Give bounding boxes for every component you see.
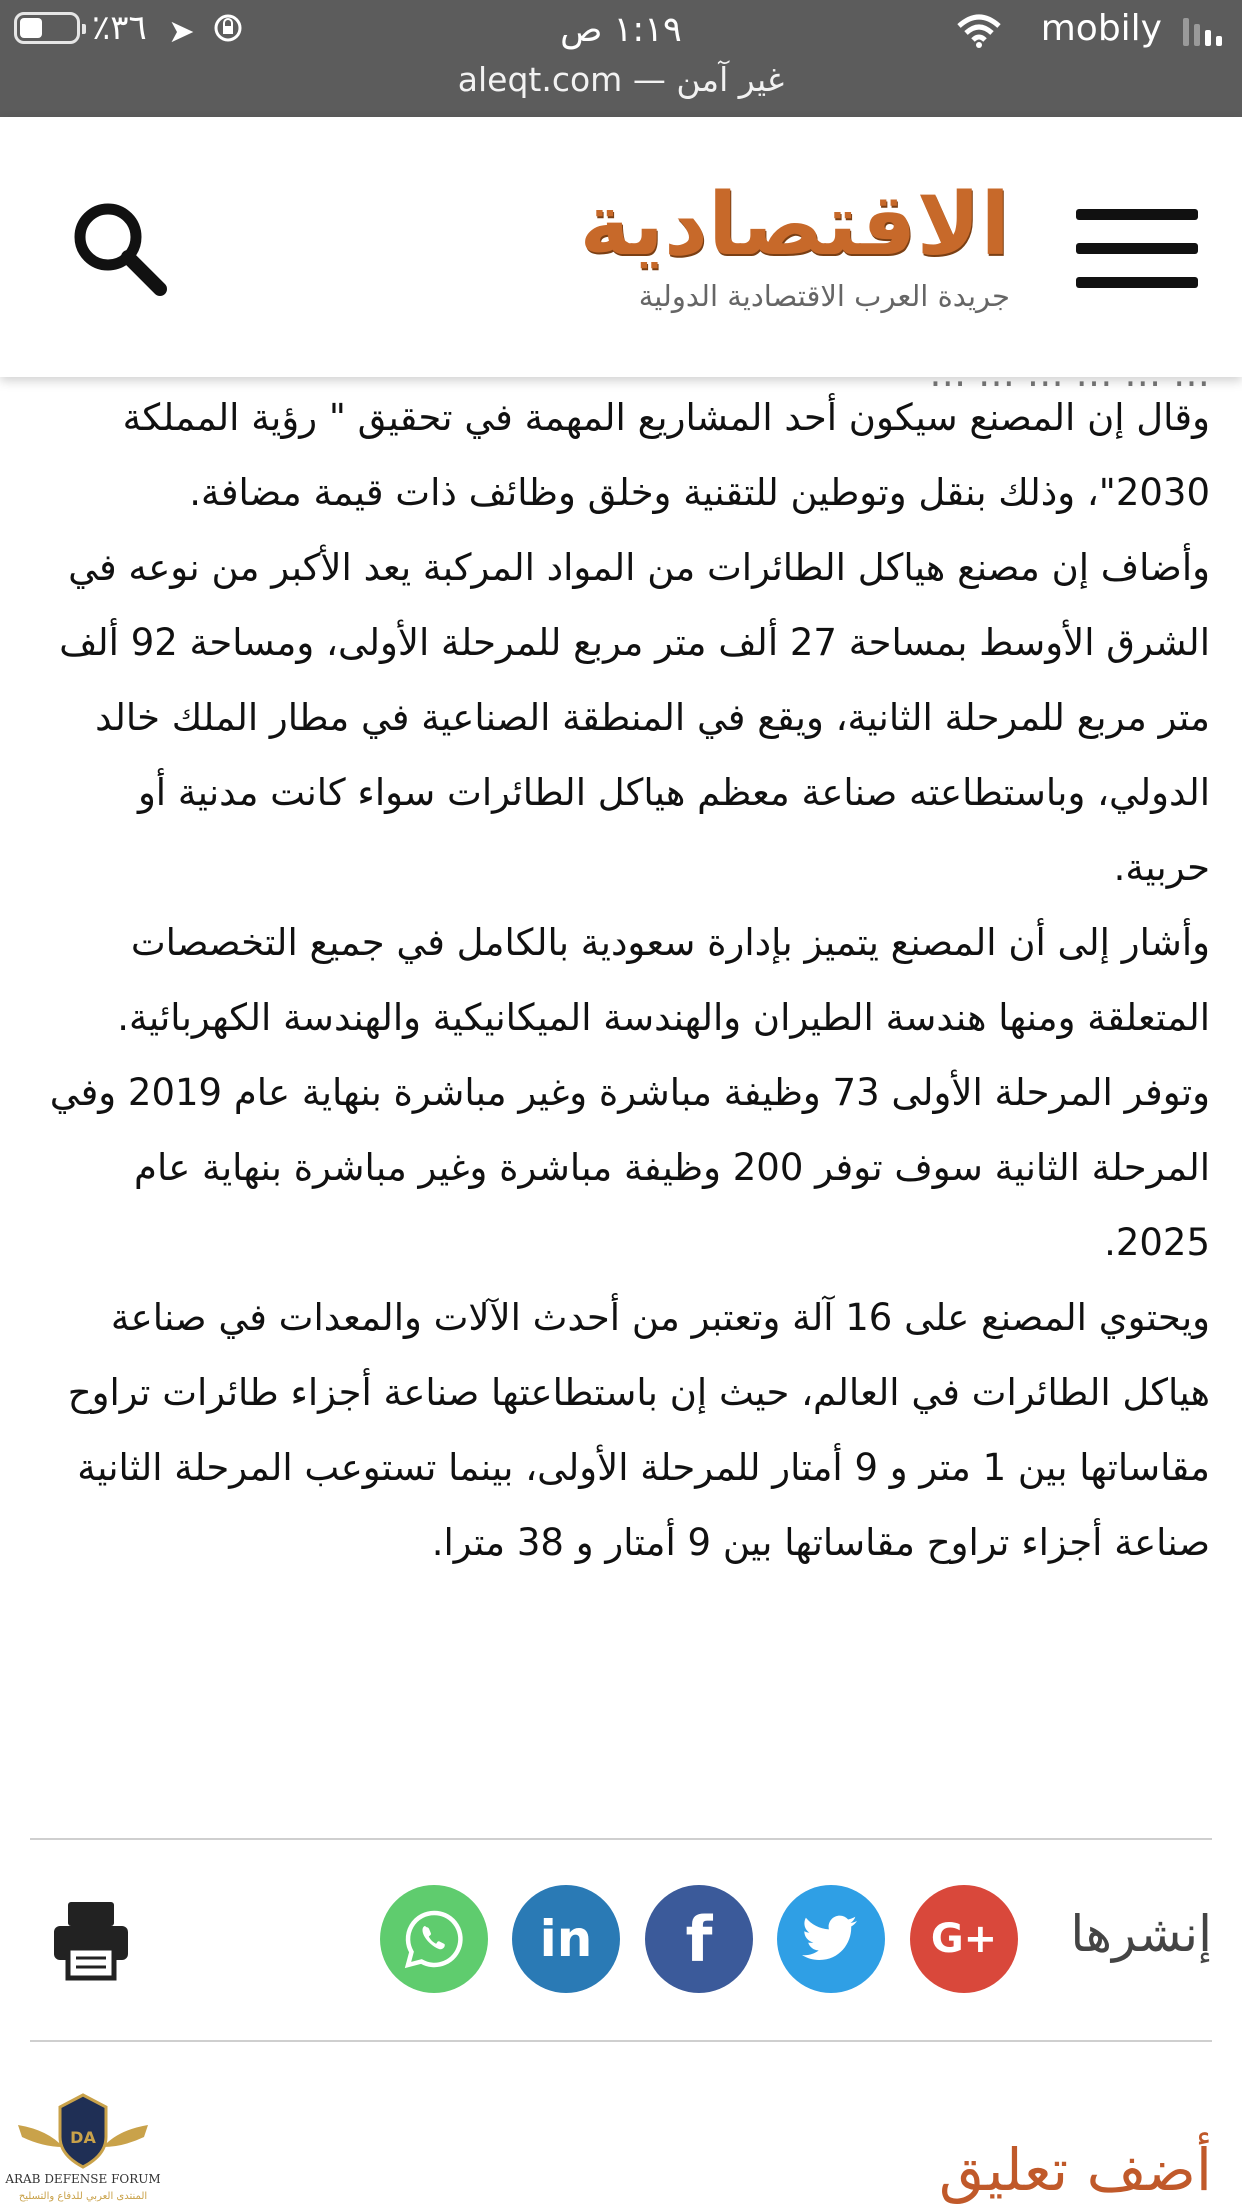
article-body: [30, 380, 1210, 1580]
arab-defense-forum-watermark: [5, 2085, 161, 2205]
share-bar: [0, 1885, 1242, 1995]
watermark-badge: DA: [70, 2128, 96, 2147]
divider: [30, 2040, 1212, 2042]
google-plus-text: G+: [930, 1916, 998, 1962]
share-label: إنشرها: [1070, 1905, 1212, 1963]
divider: [30, 1838, 1212, 1840]
article-paragraph: وأضاف إن مصنع هياكل الطائرات من المواد المركبة يعد الأكبر من نوعه في الشرق الأوسط بمساحة 27 ألف متر مربع للمرحلة الأولى، ومساحة 92 ألف متر مربع للمرحلة الثانية، ويقع في المنطقة الصناعية في مطار الملك خالد الدولي، وباستطاعته صناعة معظم هياكل الطائرات سواء كانت مدنية أو حربية.: [59, 546, 1210, 889]
clock-time: ١:١٩ ص: [560, 10, 682, 50]
search-icon[interactable]: [70, 199, 170, 299]
carrier-name: mobily: [1040, 8, 1162, 49]
linkedin-icon[interactable]: [512, 1885, 620, 1993]
wifi-icon: [956, 14, 1002, 52]
hamburger-icon[interactable]: [1076, 209, 1198, 293]
whatsapp-icon[interactable]: [380, 1885, 488, 1993]
linkedin-text: in: [539, 1910, 593, 1968]
twitter-icon[interactable]: [777, 1885, 885, 1993]
article-paragraph: وقال إن المصنع سيكون أحد المشاريع المهمة في تحقيق " رؤية المملكة 2030"، وذلك بنقل وتوطين للتقنية وخلق وظائف ذات قيمة مضافة.: [122, 396, 1210, 514]
facebook-letter: f: [685, 1902, 713, 1976]
logo-title: الاقتصادية: [579, 175, 1010, 275]
article-paragraph: ويحتوي المصنع على 16 آلة وتعتبر من أحدث الآلات والمعدات في صناعة هياكل الطائرات في العالم، حيث إن باستطاعتها صناعة أجزاء طائرات تراوح مقاساتها بين 1 متر و 9 أمتار للمرحلة الأولى، بينما تستوعب المرحلة الثانية صناعة أجزاء تراوح مقاساتها بين 9 أمتار و 38 مترا.: [67, 1296, 1210, 1564]
url-bar[interactable]: aleqt.com — غير آمن: [457, 60, 785, 99]
facebook-icon[interactable]: [645, 1885, 753, 1993]
watermark-line2: المنتدى العربي للدفاع والتسليح: [18, 2191, 148, 2202]
site-logo[interactable]: [579, 175, 1010, 347]
battery-percent: ٪٣٦: [92, 8, 147, 48]
article-paragraph: وأشار إلى أن المصنع يتميز بإدارة سعودية بالكامل في جميع التخصصات المتعلقة ومنها هندسة الطيران والهندسة الميكانيكية والهندسة الكهربائية. وتوفر المرحلة الأولى 73 وظيفة مباشرة وغير مباشرة بنهاية عام 2019 وفي المرحلة الثانية سوف توفر 200 وظيفة مباشرة وغير مباشرة بنهاية عام 2025.: [49, 921, 1210, 1264]
location-arrow-icon: ➤: [168, 12, 195, 50]
google-plus-icon[interactable]: [910, 1885, 1018, 1993]
printer-icon[interactable]: [52, 1900, 130, 1980]
signal-strength-icon: [1183, 18, 1222, 46]
site-header: [0, 117, 1242, 377]
ios-status-bar: [0, 0, 1242, 117]
logo-subtitle: جريدة العرب الاقتصادية الدولية: [638, 279, 1010, 313]
add-comment-heading: أضف تعليق: [938, 2136, 1212, 2204]
watermark-line1: ARAB DEFENSE FORUM: [5, 2172, 161, 2186]
